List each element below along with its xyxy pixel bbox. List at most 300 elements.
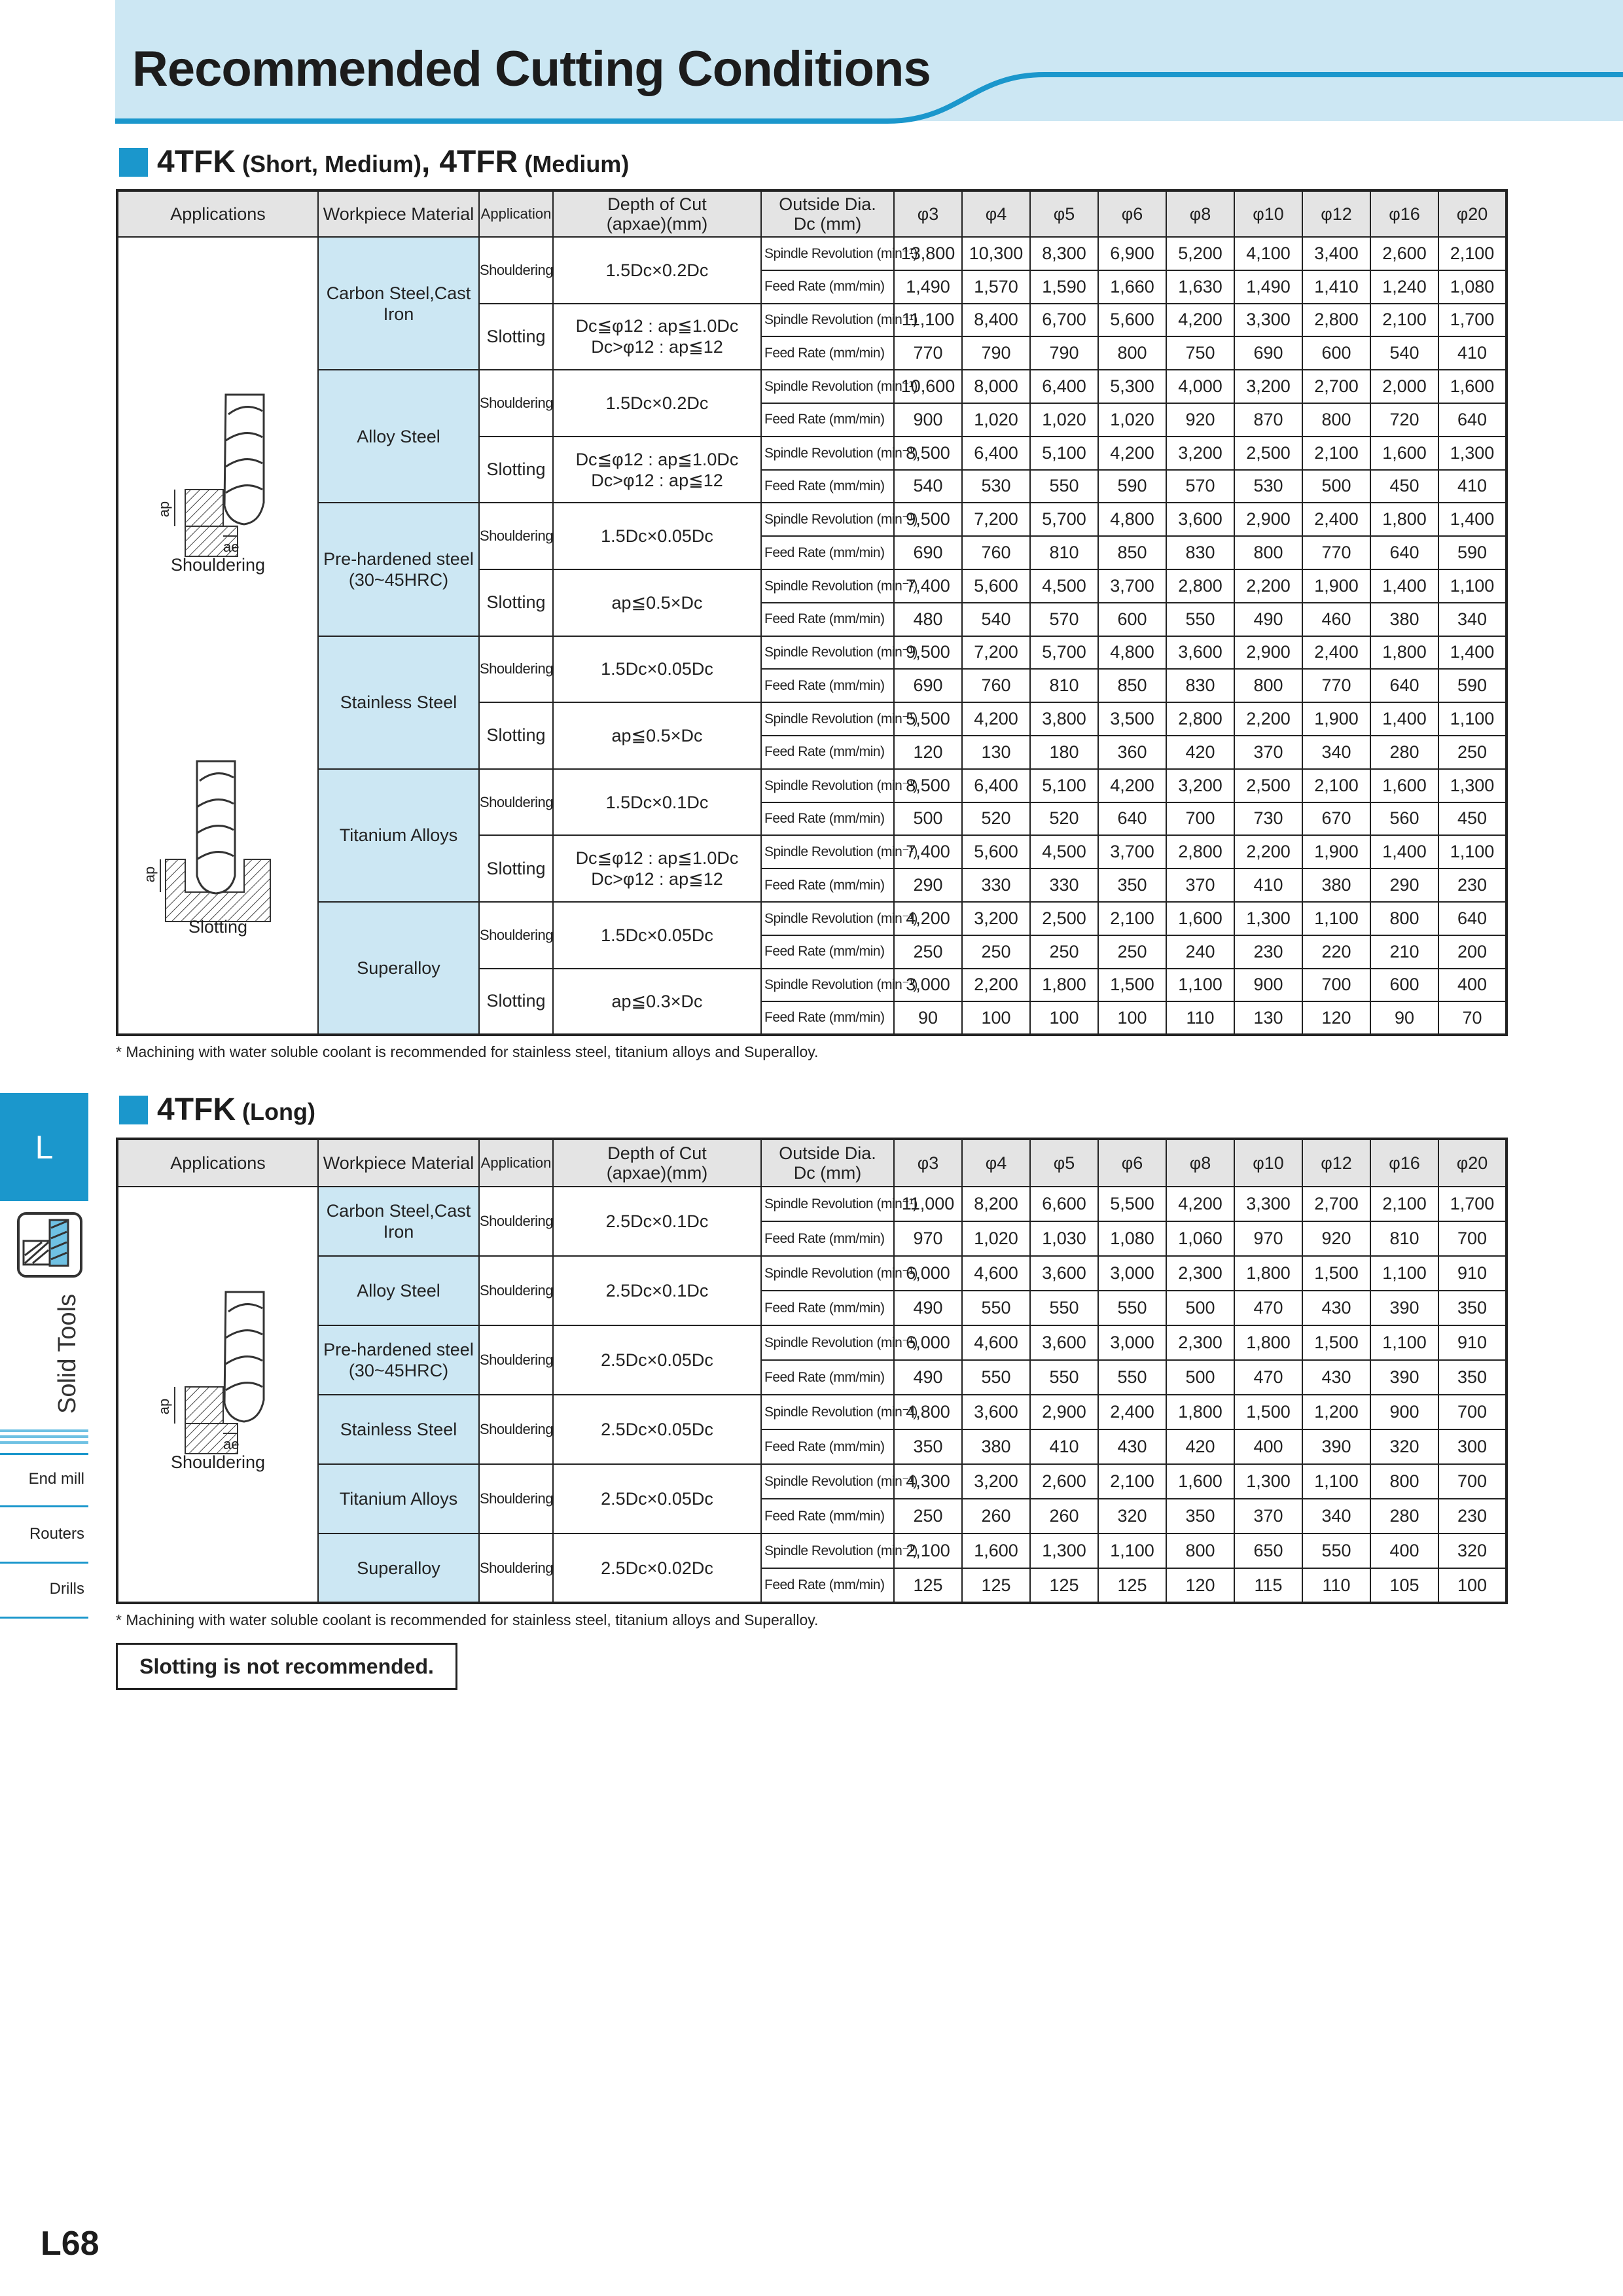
application-type: Slotting <box>479 835 553 902</box>
table-row <box>117 370 1507 403</box>
value-cell: 970 <box>1234 1221 1302 1256</box>
cutting-conditions-table-2 <box>116 1138 1508 1604</box>
value-cell: 570 <box>1030 603 1098 636</box>
value-cell: 240 <box>1166 935 1234 969</box>
col-diameter: φ10 <box>1234 1139 1302 1187</box>
feed-rate-label: Feed Rate (mm/min) <box>761 1429 894 1464</box>
col-applications: Applications <box>117 1139 318 1187</box>
value-cell: 120 <box>894 736 962 769</box>
value-cell: 1,900 <box>1302 702 1370 736</box>
value-cell: 4,500 <box>1030 569 1098 603</box>
value-cell: 550 <box>1166 603 1234 636</box>
slotting-illustration <box>120 742 316 938</box>
table-row <box>117 1187 1507 1221</box>
depth-line: Dc≦φ12 : ap≦1.0Dc <box>575 848 739 869</box>
value-cell: 770 <box>1302 669 1370 702</box>
application-type: Shouldering <box>479 769 553 836</box>
value-cell: 4,200 <box>962 702 1030 736</box>
value-cell: 6,600 <box>1030 1187 1098 1221</box>
value-cell: 700 <box>1438 1221 1507 1256</box>
value-cell: 3,700 <box>1098 835 1166 869</box>
spindle-revolution-label: Spindle Revolution (min⁻¹) <box>761 237 894 270</box>
value-cell: 340 <box>1438 603 1507 636</box>
value-cell: 410 <box>1030 1429 1098 1464</box>
feed-rate-label: Feed Rate (mm/min) <box>761 1499 894 1534</box>
value-cell: 120 <box>1166 1568 1234 1603</box>
value-cell: 3,300 <box>1234 1187 1302 1221</box>
value-cell: 560 <box>1370 802 1438 836</box>
end-mill-icon <box>17 1212 82 1278</box>
col-diameter: φ16 <box>1370 190 1438 237</box>
value-cell: 1,100 <box>1302 902 1370 935</box>
value-cell: 4,800 <box>1098 503 1166 536</box>
value-cell: 550 <box>1098 1291 1166 1325</box>
section1-heading <box>119 144 629 180</box>
illustration-cell <box>117 237 318 1035</box>
value-cell: 1,080 <box>1098 1221 1166 1256</box>
spindle-revolution-label: Spindle Revolution (min⁻¹) <box>761 702 894 736</box>
value-cell: 1,900 <box>1302 569 1370 603</box>
spindle-revolution-label: Spindle Revolution (min⁻¹) <box>761 636 894 670</box>
value-cell: 540 <box>894 470 962 503</box>
value-cell: 1,400 <box>1438 636 1507 670</box>
value-cell: 7,200 <box>962 636 1030 670</box>
value-cell: 1,100 <box>1438 702 1507 736</box>
depth-line: 1.5Dc×0.2Dc <box>605 393 709 413</box>
spindle-revolution-label: Spindle Revolution (min⁻¹) <box>761 437 894 470</box>
value-cell: 1,800 <box>1166 1395 1234 1429</box>
feed-rate-label: Feed Rate (mm/min) <box>761 669 894 702</box>
separator: , <box>421 145 431 179</box>
depth-of-cut <box>553 237 761 304</box>
value-cell: 4,600 <box>962 1325 1030 1360</box>
depth-line: 1.5Dc×0.05Dc <box>601 659 713 679</box>
application-type: Slotting <box>479 304 553 370</box>
nav-divider <box>0 1617 88 1619</box>
value-cell: 2,100 <box>1098 902 1166 935</box>
value-cell: 370 <box>1166 869 1234 902</box>
depth-of-cut: 2.5Dc×0.05Dc <box>553 1395 761 1464</box>
value-cell: 470 <box>1234 1291 1302 1325</box>
value-cell: 500 <box>1166 1360 1234 1395</box>
col-diameter: φ4 <box>962 190 1030 237</box>
nav-item-end-mill[interactable]: End mill <box>28 1470 84 1488</box>
col-application: Application <box>479 190 553 237</box>
value-cell: 790 <box>1030 336 1098 370</box>
value-cell: 2,200 <box>962 969 1030 1002</box>
depth-line: Dc>φ12 : ap≦12 <box>591 470 723 490</box>
application-type: Shouldering <box>479 1325 553 1395</box>
value-cell: 4,800 <box>894 1395 962 1429</box>
value-cell: 830 <box>1166 669 1234 702</box>
value-cell: 830 <box>1166 536 1234 569</box>
value-cell: 800 <box>1370 1464 1438 1499</box>
value-cell: 1,700 <box>1438 1187 1507 1221</box>
col-outside-dia-line: Dc (mm) <box>793 1163 862 1183</box>
value-cell: 105 <box>1370 1568 1438 1603</box>
workpiece-material <box>318 1464 479 1534</box>
section-marker-icon <box>119 1096 148 1124</box>
value-cell: 4,100 <box>1234 237 1302 270</box>
material-name: Pre-hardened steel <box>323 1340 474 1359</box>
col-diameter: φ12 <box>1302 1139 1370 1187</box>
value-cell: 7,400 <box>894 569 962 603</box>
value-cell: 200 <box>1438 935 1507 969</box>
feed-rate-label: Feed Rate (mm/min) <box>761 1360 894 1395</box>
table-row <box>117 902 1507 935</box>
value-cell: 550 <box>962 1360 1030 1395</box>
illustration-caption: Slotting <box>188 917 248 937</box>
col-outside-dia <box>761 1139 894 1187</box>
value-cell: 520 <box>1030 802 1098 836</box>
col-applications: Applications <box>117 190 318 237</box>
depth-line: ap≦0.5×Dc <box>611 725 703 745</box>
workpiece-material <box>318 503 479 636</box>
value-cell: 2,300 <box>1166 1325 1234 1360</box>
spindle-revolution-label: Spindle Revolution (min⁻¹) <box>761 769 894 802</box>
depth-of-cut: 2.5Dc×0.05Dc <box>553 1464 761 1534</box>
value-cell: 1,490 <box>894 270 962 304</box>
value-cell: 640 <box>1438 403 1507 437</box>
shouldering-illustration <box>120 1272 316 1472</box>
value-cell: 70 <box>1438 1001 1507 1035</box>
value-cell: 850 <box>1098 669 1166 702</box>
feed-rate-label: Feed Rate (mm/min) <box>761 336 894 370</box>
col-diameter: φ8 <box>1166 190 1234 237</box>
value-cell: 390 <box>1370 1360 1438 1395</box>
material-name: Titanium Alloys <box>339 825 458 846</box>
material-name: Carbon Steel,Cast Iron <box>326 1201 471 1242</box>
value-cell: 2,800 <box>1166 569 1234 603</box>
value-cell: 700 <box>1302 969 1370 1002</box>
material-hardness: (30~45HRC) <box>348 569 449 590</box>
value-cell: 900 <box>1370 1395 1438 1429</box>
sidebar-divider <box>0 1429 88 1447</box>
ae-label: ae <box>223 1436 240 1452</box>
value-cell: 2,900 <box>1234 503 1302 536</box>
application-type: Slotting <box>479 969 553 1035</box>
value-cell: 2,100 <box>1438 237 1507 270</box>
value-cell: 800 <box>1234 536 1302 569</box>
nav-divider <box>0 1562 88 1564</box>
application-type: Shouldering <box>479 237 553 304</box>
value-cell: 760 <box>962 536 1030 569</box>
value-cell: 3,800 <box>1030 702 1098 736</box>
col-diameter: φ3 <box>894 1139 962 1187</box>
feed-rate-label: Feed Rate (mm/min) <box>761 736 894 769</box>
value-cell: 5,500 <box>894 702 962 736</box>
value-cell: 1,300 <box>1234 902 1302 935</box>
depth-of-cut <box>553 835 761 902</box>
table-row <box>117 1325 1507 1360</box>
page-number: L68 <box>41 2225 99 2263</box>
spindle-revolution-label: Spindle Revolution (min⁻¹) <box>761 1464 894 1499</box>
depth-of-cut <box>553 437 761 503</box>
col-diameter: φ16 <box>1370 1139 1438 1187</box>
value-cell: 800 <box>1234 669 1302 702</box>
depth-of-cut <box>553 902 761 969</box>
material-name: Stainless Steel <box>340 692 457 713</box>
value-cell: 640 <box>1098 802 1166 836</box>
value-cell: 800 <box>1302 403 1370 437</box>
workpiece-material <box>318 237 479 370</box>
value-cell: 340 <box>1302 736 1370 769</box>
value-cell: 2,600 <box>1030 1464 1098 1499</box>
nav-item-drills[interactable]: Drills <box>49 1580 84 1598</box>
slotting-warning-box: Slotting is not recommended. <box>116 1643 457 1690</box>
feed-rate-label: Feed Rate (mm/min) <box>761 270 894 304</box>
value-cell: 2,100 <box>1370 1187 1438 1221</box>
value-cell: 810 <box>1030 536 1098 569</box>
value-cell: 540 <box>962 603 1030 636</box>
spindle-revolution-label: Spindle Revolution (min⁻¹) <box>761 902 894 935</box>
value-cell: 3,400 <box>1302 237 1370 270</box>
depth-of-cut <box>553 304 761 370</box>
value-cell: 1,800 <box>1370 503 1438 536</box>
value-cell: 1,240 <box>1370 270 1438 304</box>
application-type: Shouldering <box>479 636 553 703</box>
table-row <box>117 1534 1507 1568</box>
value-cell: 8,000 <box>962 370 1030 403</box>
value-cell: 4,800 <box>1098 636 1166 670</box>
value-cell: 2,600 <box>1370 237 1438 270</box>
value-cell: 3,600 <box>962 1395 1030 1429</box>
value-cell: 2,100 <box>894 1534 962 1568</box>
depth-line: 1.5Dc×0.05Dc <box>601 526 713 547</box>
col-depth-of-cut <box>553 190 761 237</box>
material-name: Alloy Steel <box>357 426 440 446</box>
value-cell: 210 <box>1370 935 1438 969</box>
value-cell: 650 <box>1234 1534 1302 1568</box>
value-cell: 8,500 <box>894 437 962 470</box>
value-cell: 520 <box>962 802 1030 836</box>
material-name: Carbon Steel,Cast Iron <box>326 283 471 324</box>
spindle-revolution-label: Spindle Revolution (min⁻¹) <box>761 370 894 403</box>
value-cell: 1,020 <box>1030 403 1098 437</box>
chapter-tab[interactable]: L <box>0 1093 88 1201</box>
value-cell: 5,500 <box>1098 1187 1166 1221</box>
nav-item-routers[interactable]: Routers <box>29 1525 84 1543</box>
value-cell: 280 <box>1370 736 1438 769</box>
spindle-revolution-label: Spindle Revolution (min⁻¹) <box>761 835 894 869</box>
value-cell: 1,570 <box>962 270 1030 304</box>
material-name: Titanium Alloys <box>339 1489 458 1509</box>
value-cell: 1,300 <box>1438 437 1507 470</box>
value-cell: 5,600 <box>1098 304 1166 337</box>
application-type: Slotting <box>479 569 553 636</box>
value-cell: 10,300 <box>962 237 1030 270</box>
table-row <box>117 636 1507 670</box>
value-cell: 550 <box>1030 1291 1098 1325</box>
value-cell: 290 <box>1370 869 1438 902</box>
value-cell: 3,200 <box>1166 769 1234 802</box>
illustration-caption: Shouldering <box>170 555 266 575</box>
value-cell: 250 <box>894 1499 962 1534</box>
value-cell: 10,600 <box>894 370 962 403</box>
nav-divider <box>0 1505 88 1507</box>
depth-line: 1.5Dc×0.2Dc <box>605 260 709 280</box>
value-cell: 2,900 <box>1234 636 1302 670</box>
value-cell: 11,100 <box>894 304 962 337</box>
value-cell: 1,020 <box>962 403 1030 437</box>
value-cell: 550 <box>1302 1534 1370 1568</box>
spindle-revolution-label: Spindle Revolution (min⁻¹) <box>761 569 894 603</box>
value-cell: 5,700 <box>1030 503 1098 536</box>
value-cell: 320 <box>1438 1534 1507 1568</box>
value-cell: 4,500 <box>1030 835 1098 869</box>
value-cell: 220 <box>1302 935 1370 969</box>
value-cell: 970 <box>894 1221 962 1256</box>
value-cell: 690 <box>894 536 962 569</box>
value-cell: 920 <box>1166 403 1234 437</box>
value-cell: 590 <box>1438 669 1507 702</box>
depth-of-cut <box>553 969 761 1035</box>
value-cell: 4,000 <box>1166 370 1234 403</box>
workpiece-material <box>318 769 479 902</box>
value-cell: 2,100 <box>1302 437 1370 470</box>
value-cell: 390 <box>1370 1291 1438 1325</box>
value-cell: 430 <box>1302 1360 1370 1395</box>
value-cell: 700 <box>1166 802 1234 836</box>
value-cell: 1,100 <box>1302 1464 1370 1499</box>
value-cell: 550 <box>1030 470 1098 503</box>
spindle-revolution-label: Spindle Revolution (min⁻¹) <box>761 503 894 536</box>
value-cell: 1,660 <box>1098 270 1166 304</box>
value-cell: 5,100 <box>1030 769 1098 802</box>
value-cell: 11,000 <box>894 1187 962 1221</box>
value-cell: 2,100 <box>1098 1464 1166 1499</box>
application-type: Shouldering <box>479 1464 553 1534</box>
value-cell: 4,200 <box>1098 437 1166 470</box>
col-diameter: φ5 <box>1030 190 1098 237</box>
value-cell: 250 <box>1098 935 1166 969</box>
value-cell: 250 <box>1030 935 1098 969</box>
col-depth-of-cut <box>553 1139 761 1187</box>
table-row <box>117 769 1507 802</box>
footnote: * Machining with water soluble coolant is recommended for stainless steel, titanium alloys and Superalloy. <box>116 1043 819 1060</box>
value-cell: 230 <box>1438 869 1507 902</box>
value-cell: 130 <box>1234 1001 1302 1035</box>
value-cell: 7,400 <box>894 835 962 869</box>
value-cell: 260 <box>1030 1499 1098 1534</box>
value-cell: 690 <box>1234 336 1302 370</box>
value-cell: 1,400 <box>1438 503 1507 536</box>
spindle-revolution-label: Spindle Revolution (min⁻¹) <box>761 1256 894 1291</box>
value-cell: 8,300 <box>1030 237 1098 270</box>
value-cell: 1,410 <box>1302 270 1370 304</box>
value-cell: 4,200 <box>1166 1187 1234 1221</box>
col-diameter: φ20 <box>1438 190 1507 237</box>
col-diameter: φ20 <box>1438 1139 1507 1187</box>
value-cell: 800 <box>1098 336 1166 370</box>
value-cell: 2,400 <box>1302 636 1370 670</box>
value-cell: 5,200 <box>1166 237 1234 270</box>
value-cell: 125 <box>962 1568 1030 1603</box>
value-cell: 2,200 <box>1234 835 1302 869</box>
value-cell: 720 <box>1370 403 1438 437</box>
value-cell: 800 <box>1166 1534 1234 1568</box>
table-row <box>117 237 1507 270</box>
value-cell: 115 <box>1234 1568 1302 1603</box>
value-cell: 1,800 <box>1234 1325 1302 1360</box>
workpiece-material <box>318 1325 479 1395</box>
value-cell: 810 <box>1370 1221 1438 1256</box>
value-cell: 570 <box>1166 470 1234 503</box>
value-cell: 550 <box>962 1291 1030 1325</box>
col-outside-dia-line: Dc (mm) <box>793 214 862 234</box>
value-cell: 290 <box>894 869 962 902</box>
value-cell: 2,800 <box>1302 304 1370 337</box>
value-cell: 7,200 <box>962 503 1030 536</box>
product-variant: (Short, Medium) <box>242 151 421 177</box>
value-cell: 6,400 <box>962 437 1030 470</box>
depth-line: Dc>φ12 : ap≦12 <box>591 869 723 889</box>
col-outside-dia-line: Outside Dia. <box>779 1143 876 1163</box>
application-type: Shouldering <box>479 1534 553 1603</box>
value-cell: 1,600 <box>1370 437 1438 470</box>
feed-rate-label: Feed Rate (mm/min) <box>761 935 894 969</box>
value-cell: 640 <box>1370 536 1438 569</box>
value-cell: 370 <box>1234 736 1302 769</box>
value-cell: 1,400 <box>1370 569 1438 603</box>
value-cell: 1,500 <box>1302 1256 1370 1291</box>
application-type: Shouldering <box>479 1395 553 1464</box>
value-cell: 250 <box>962 935 1030 969</box>
value-cell: 1,100 <box>1098 1534 1166 1568</box>
depth-line: 1.5Dc×0.05Dc <box>601 925 713 945</box>
value-cell: 350 <box>1438 1291 1507 1325</box>
value-cell: 2,300 <box>1166 1256 1234 1291</box>
section-label: Solid Tools <box>54 1293 81 1414</box>
value-cell: 100 <box>1098 1001 1166 1035</box>
value-cell: 900 <box>1234 969 1302 1002</box>
feed-rate-label: Feed Rate (mm/min) <box>761 1291 894 1325</box>
application-type: Shouldering <box>479 1256 553 1325</box>
value-cell: 500 <box>1166 1291 1234 1325</box>
depth-line: Dc>φ12 : ap≦12 <box>591 337 723 357</box>
value-cell: 1,700 <box>1438 304 1507 337</box>
spindle-revolution-label: Spindle Revolution (min⁻¹) <box>761 1325 894 1360</box>
depth-of-cut: 2.5Dc×0.1Dc <box>553 1256 761 1325</box>
value-cell: 540 <box>1370 336 1438 370</box>
value-cell: 400 <box>1438 969 1507 1002</box>
col-diameter: φ6 <box>1098 1139 1166 1187</box>
value-cell: 400 <box>1370 1534 1438 1568</box>
value-cell: 100 <box>1030 1001 1098 1035</box>
value-cell: 1,100 <box>1438 569 1507 603</box>
material-name: Alloy Steel <box>357 1281 440 1300</box>
value-cell: 1,300 <box>1030 1534 1098 1568</box>
material-hardness: (30~45HRC) <box>348 1361 449 1380</box>
value-cell: 600 <box>1302 336 1370 370</box>
value-cell: 770 <box>1302 536 1370 569</box>
value-cell: 640 <box>1370 669 1438 702</box>
value-cell: 500 <box>1302 470 1370 503</box>
footnote: * Machining with water soluble coolant is recommended for stainless steel, titanium alloys and Superalloy. <box>116 1611 819 1628</box>
shouldering-diagram <box>120 375 316 571</box>
table-row <box>117 503 1507 536</box>
feed-rate-label: Feed Rate (mm/min) <box>761 1568 894 1603</box>
value-cell: 260 <box>962 1499 1030 1534</box>
value-cell: 280 <box>1370 1499 1438 1534</box>
value-cell: 1,400 <box>1370 835 1438 869</box>
value-cell: 430 <box>1302 1291 1370 1325</box>
value-cell: 5,700 <box>1030 636 1098 670</box>
value-cell: 1,500 <box>1234 1395 1302 1429</box>
value-cell: 300 <box>1438 1429 1507 1464</box>
depth-line: ap≦0.3×Dc <box>611 991 703 1011</box>
value-cell: 550 <box>1098 1360 1166 1395</box>
